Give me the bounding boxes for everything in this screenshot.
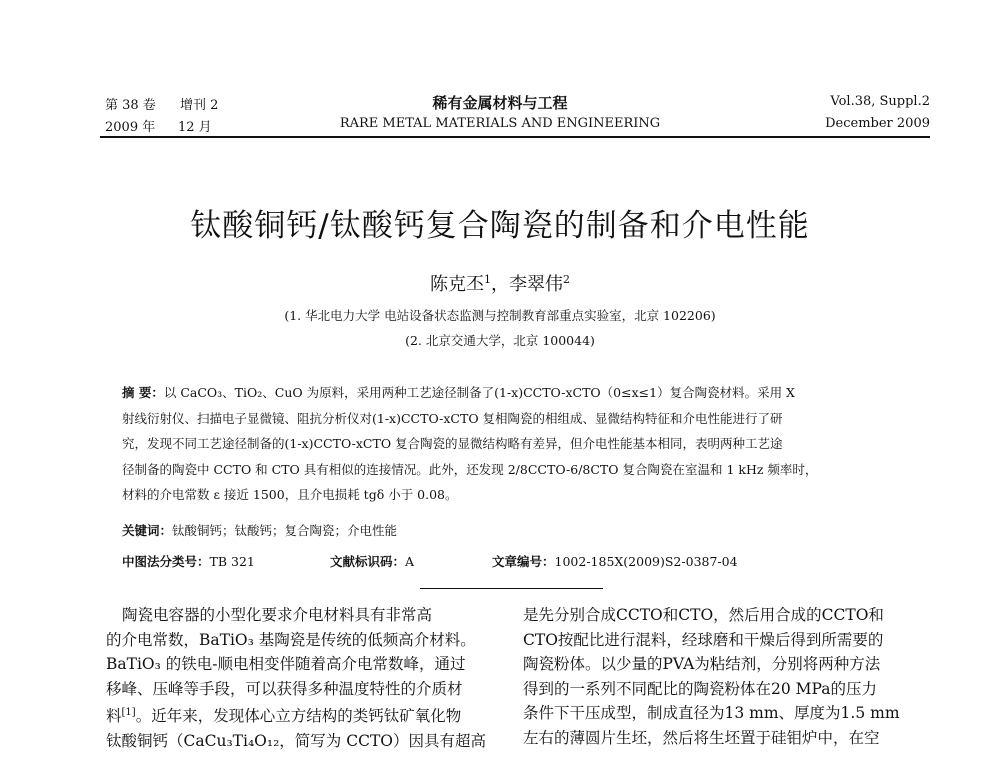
body-column-left	[106, 603, 486, 753]
clc-value: TB 321	[209, 554, 255, 569]
body-column-right	[523, 603, 900, 750]
keywords-label: 关键词：	[122, 523, 173, 538]
keywords	[122, 521, 397, 539]
body-line: 是先分别合成CCTO和CTO，然后用合成的CCTO和	[523, 606, 884, 624]
abstract-line: 以 CaCO₃、TiO₂、CuO 为原料，采用两种工艺途径制备了(1-x)CCTO-xCTO（0≤x≤1）复合陶瓷材料。采用 X	[163, 385, 795, 400]
body-line: CTO按配比进行混料，经球磨和干燥后得到所需要的	[523, 630, 884, 649]
author-list	[0, 270, 1000, 296]
header-rule	[100, 136, 930, 138]
body-line: 左右的薄圆片生坯，然后将生坯置于硅钼炉中，在空	[523, 728, 880, 747]
abstract-line: 材料的介电常数 ε 接近 1500，且介电损耗 tgδ 小于 0.08。	[122, 487, 458, 502]
abstract-label: 摘 要：	[122, 385, 164, 400]
abstract-line: 径制备的陶瓷中 CCTO 和 CTO 具有相似的连接情况。此外，还发现 2/8CCTO-6/8CTO 复合陶瓷在室温和 1 kHz 频率时，	[122, 461, 818, 477]
article-number	[492, 552, 738, 570]
body-line: 得到的一系列不同配比的陶瓷粉体在20 MPa的压力	[523, 679, 877, 698]
header-volume-en: Vol.38, Suppl.2	[830, 94, 930, 109]
body-line: 的介电常数，BaTiO₃ 基陶瓷是传统的低频高介材料。	[106, 630, 476, 649]
article-number-value: 1002-185X(2009)S2-0387-04	[554, 554, 738, 569]
header-year-cn: 2009 年	[105, 120, 156, 135]
author-name: 李翠伟	[509, 274, 563, 295]
article-number-label: 文章编号：	[492, 554, 555, 569]
clc-label: 中图法分类号：	[122, 554, 210, 569]
body-line: 移峰、压峰等手段，可以获得多种温度特性的介质材	[106, 679, 463, 698]
abstract	[122, 380, 907, 508]
header-volume-cn: 第 38 卷	[105, 98, 156, 113]
document-code-label: 文献标识码：	[330, 554, 406, 569]
abstract-line: 究，发现不同工艺途径制备的(1-x)CCTO-xCTO 复合陶瓷的显微结构略有差异，但介电性能基本相同，表明两种工艺途	[122, 436, 783, 451]
abstract-divider	[420, 588, 603, 589]
journal-title-cn: 稀有金属材料与工程	[432, 94, 568, 112]
author-affiliation-mark: 1	[484, 273, 491, 286]
body-line: 陶瓷粉体。以少量的PVA为粘结剂，分别将两种方法	[523, 655, 881, 673]
body-line: 料	[106, 707, 122, 726]
author-name: 陈克丕	[430, 274, 484, 295]
author-separator: ，	[491, 274, 509, 295]
document-code	[330, 552, 414, 570]
affiliation: (1. 华北电力大学 电站设备状态监测与控制教育部重点实验室，北京 102206)	[284, 308, 716, 323]
abstract-line: 射线衍射仪、扫描电子显微镜、阻抗分析仪对(1-x)CCTO-xCTO 复相陶瓷的相组成、显微结构特征和介电性能进行了研	[122, 410, 783, 426]
body-line: 陶瓷电容器的小型化要求介电材料具有非常高	[122, 606, 433, 624]
clc-number	[122, 552, 255, 570]
header-month-cn: 12 月	[178, 120, 212, 135]
document-code-value: A	[405, 554, 415, 569]
keywords-text: 钛酸铜钙；钛酸钙；复合陶瓷；介电性能	[172, 523, 398, 538]
paper-title: 钛酸铜钙/钛酸钙复合陶瓷的制备和介电性能	[190, 208, 810, 244]
body-line: 。近年来，发现体心立方结构的类钙钛矿氧化物	[135, 707, 462, 726]
journal-title-en: RARE METAL MATERIALS AND ENGINEERING	[339, 116, 661, 131]
author-affiliation-mark: 2	[563, 273, 570, 286]
header-date-en: December 2009	[825, 116, 930, 131]
body-line: BaTiO₃ 的铁电-顺电相变伴随着高介电常数峰，通过	[106, 655, 466, 673]
header-supplement-cn: 增刊 2	[180, 98, 219, 113]
citation-ref: [1]	[121, 707, 136, 718]
body-line: 条件下干压成型，制成直径为13 mm、厚度为1.5 mm	[523, 704, 900, 722]
body-line: 钛酸铜钙（CaCu₃Ti₄O₁₂，简写为 CCTO）因具有超高	[106, 731, 486, 750]
affiliation: (2. 北京交通大学，北京 100044)	[405, 333, 595, 348]
